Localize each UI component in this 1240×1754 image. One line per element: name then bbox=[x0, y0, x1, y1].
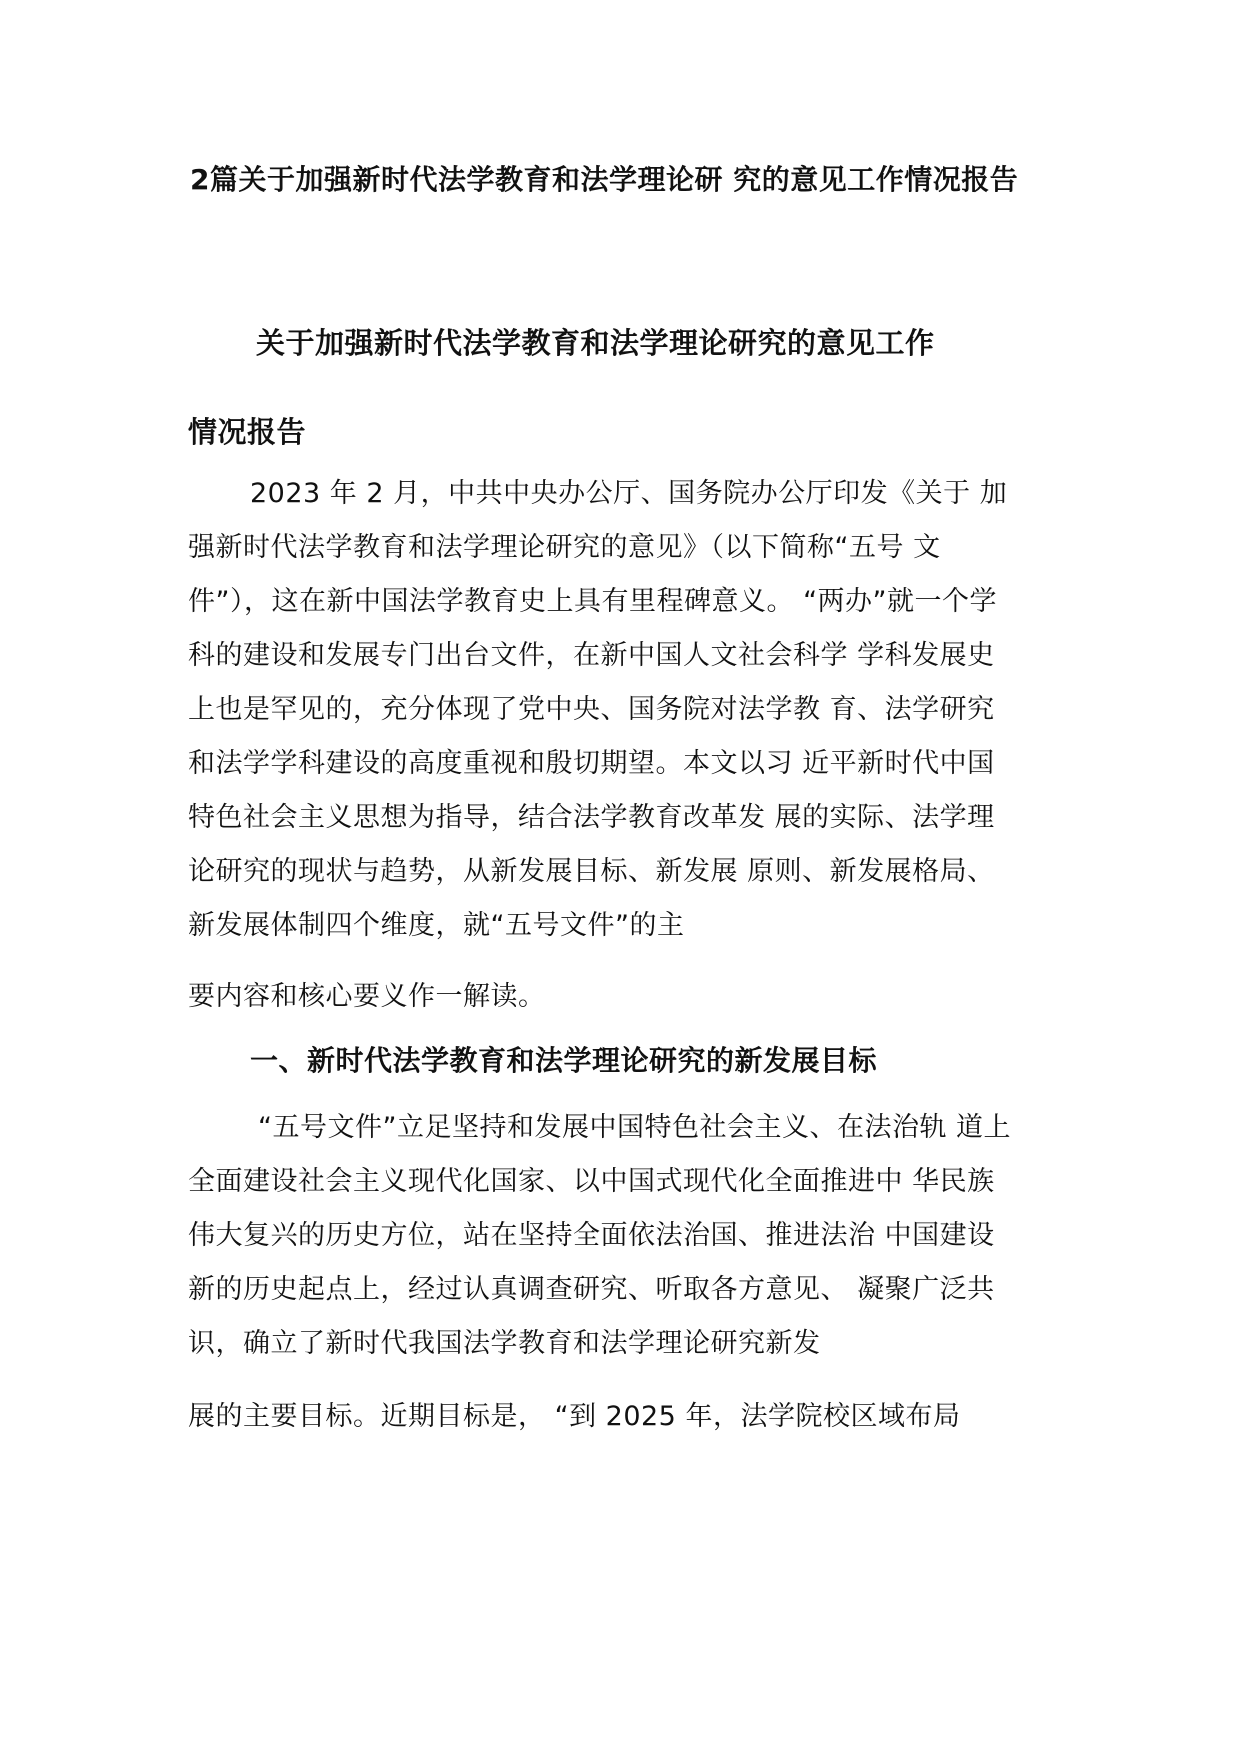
paragraph-1-line: 上也是罕见的，充分体现了党中央、国务院对法学教 育、法学研究 bbox=[188, 694, 995, 725]
section-1-heading: 一、新时代法学教育和法学理论研究的新发展目标 bbox=[250, 1044, 878, 1077]
paragraph-2-line: “五号文件”立足坚持和发展中国特色社会主义、在法治轨 道上 bbox=[258, 1112, 1012, 1143]
paragraph-2-tail: 展的主要目标。近期目标是， “到 2025 年，法学院校区域布局 bbox=[188, 1401, 961, 1432]
paragraph-2-line: 全面建设社会主义现代化国家、以中国式现代化全面推进中 华民族 bbox=[188, 1166, 995, 1197]
paragraph-1-line: 强新时代法学教育和法学理论研究的意见》（以下简称“五号 文 bbox=[188, 532, 941, 563]
paragraph-2-line: 伟大复兴的历史方位，站在坚持全面依法治国、推进法治 中国建设 bbox=[188, 1220, 995, 1251]
paragraph-1-line: 特色社会主义思想为指导，结合法学教育改革发 展的实际、法学理 bbox=[188, 802, 995, 833]
document-title: 2篇关于加强新时代法学教育和法学理论研 究的意见工作情况报告 bbox=[190, 163, 1019, 196]
paragraph-1-line: 论研究的现状与趋势，从新发展目标、新发展 原则、新发展格局、 bbox=[188, 856, 995, 887]
paragraph-1-tail: 要内容和核心要义作一解读。 bbox=[188, 981, 546, 1012]
paragraph-1-line: 2023 年 2 月，中共中央办公厅、国务院办公厅印发《关于 加 bbox=[250, 478, 1008, 509]
paragraph-1-line: 和法学学科建设的高度重视和殷切期望。本文以习 近平新时代中国 bbox=[188, 748, 995, 779]
paragraph-1-line: 件”），这在新中国法学教育史上具有里程碑意义。 “两办”就一个学 bbox=[188, 586, 998, 617]
paragraph-1-line: 新发展体制四个维度，就“五号文件”的主 bbox=[188, 910, 685, 941]
report-title-line-1: 关于加强新时代法学教育和法学理论研究的意见工作 bbox=[256, 326, 935, 360]
paragraph-2-line: 新的历史起点上，经过认真调查研究、听取各方意见、 凝聚广泛共 bbox=[188, 1274, 995, 1305]
paragraph-2-line: 识，确立了新时代我国法学教育和法学理论研究新发 bbox=[188, 1328, 821, 1359]
report-title-line-2: 情况报告 bbox=[188, 415, 307, 449]
paragraph-1-line: 科的建设和发展专门出台文件，在新中国人文社会科学 学科发展史 bbox=[188, 640, 995, 671]
